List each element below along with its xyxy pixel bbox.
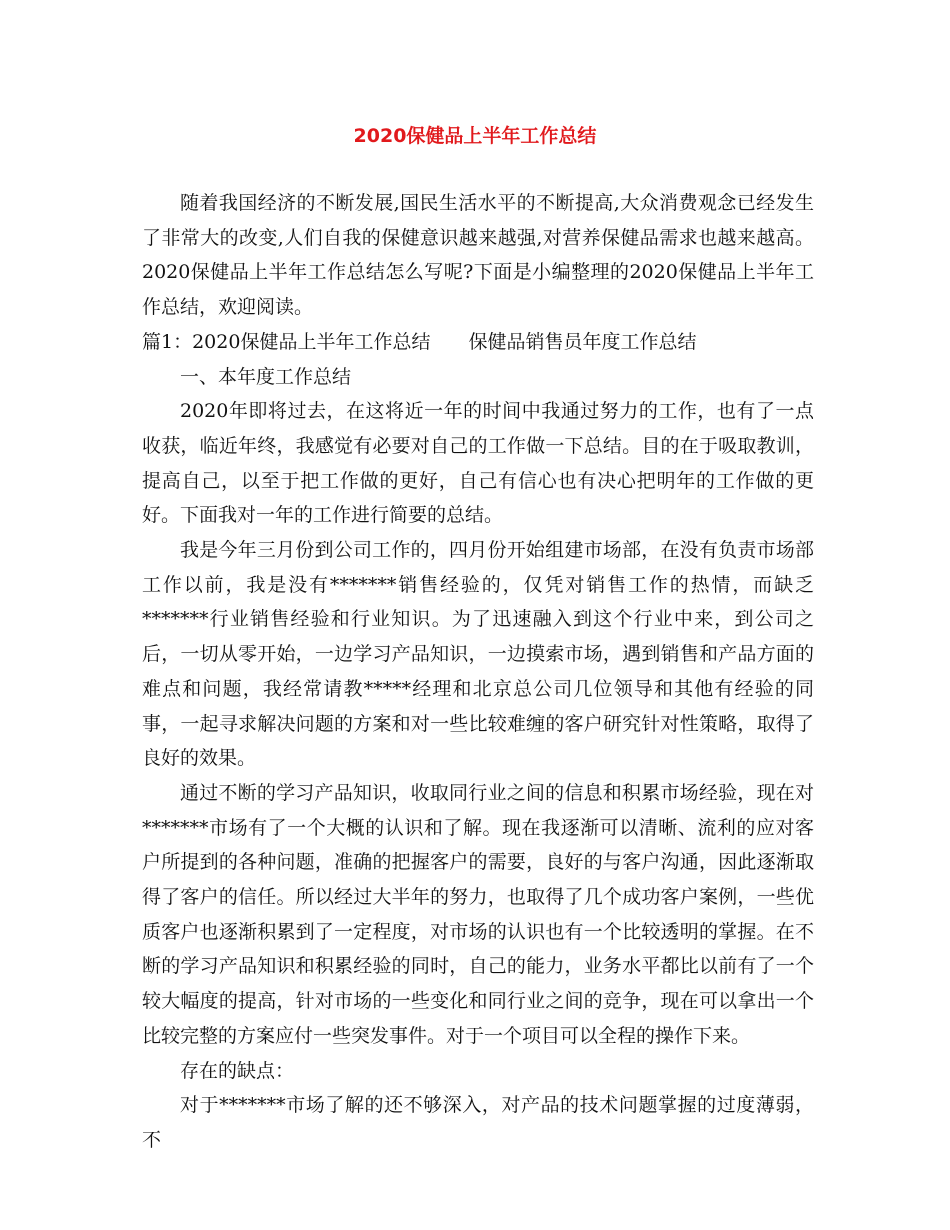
section-heading-shortcomings: 存在的缺点：: [180, 1059, 295, 1082]
paragraph-1: 2020年即将过去，在这将近一年的时间中我通过努力的工作，也有了一点收获，临近年终，我感觉有必要对自己的工作做一下总结。目的在于吸取教训，提高自己，以至于把工作做的更好，自己有信心也有决心把明年的工作做的更好。下面我对一年的工作进行简要的总结。: [142, 400, 814, 527]
document-title: 2020保健品上半年工作总结: [353, 125, 597, 147]
chapter-title-left: 篇1：2020保健品上半年工作总结: [142, 330, 431, 353]
section-heading-annual-summary: 一、本年度工作总结: [180, 365, 352, 388]
chapter-title-right: 保健品销售员年度工作总结: [468, 330, 697, 353]
chapter-heading: [142, 325, 814, 360]
paragraph-3: 通过不断的学习产品知识，收取同行业之间的信息和积累市场经验，现在对*******市场有了一个大概的认识和了解。现在我逐渐可以清晰、流利的应对客户所提到的各种问题，准确的把握客户的需要，良好的与客户沟通，因此逐渐取得了客户的信任。所以经过大半年的努力，也取得了几个成功客户案例，一些优质客户也逐渐积累到了一定程度，对市场的认识也有一个比较透明的掌握。在不断的学习产品知识和积累经验的同时，自己的能力，业务水平都比以前有了一个较大幅度的提高，针对市场的一些变化和同行业之间的竞争，现在可以拿出一个比较完整的方案应付一些突发事件。对于一个项目可以全程的操作下来。: [142, 781, 814, 1047]
document-body: [142, 186, 814, 1158]
intro-paragraph: 随着我国经济的不断发展,国民生活水平的不断提高,大众消费观念已经发生了非常大的改变,人们自我的保健意识越来越强,对营养保健品需求也越来越高。2020保健品上半年工作总结怎么写呢?下面是小编整理的2020保健品上半年工作总结，欢迎阅读。: [142, 192, 814, 319]
paragraph-2: 我是今年三月份到公司工作的，四月份开始组建市场部，在没有负责市场部工作以前，我是没有*******销售经验的，仅凭对销售工作的热情，而缺乏*******行业销售经验和行业知识。为了迅速融入到这个行业中来，到公司之后，一切从零开始，一边学习产品知识，一边摸索市场，遇到销售和产品方面的难点和问题，我经常请教*****经理和北京总公司几位领导和其他有经验的同事，一起寻求解决问题的方案和对一些比较难缠的客户研究针对性策略，取得了良好的效果。: [142, 539, 814, 770]
paragraph-4: 对于*******市场了解的还不够深入，对产品的技术问题掌握的过度薄弱，不: [142, 1094, 814, 1151]
